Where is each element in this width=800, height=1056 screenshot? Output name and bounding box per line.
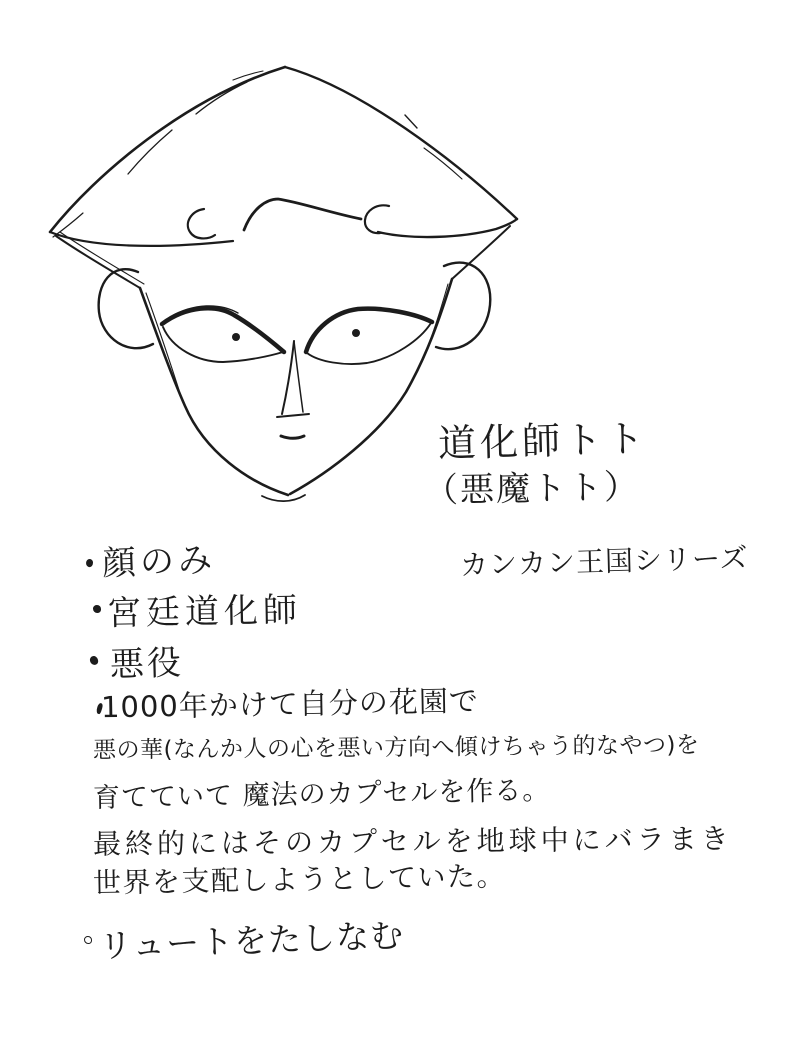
- note-lute: リュートをたしなむ: [98, 915, 405, 966]
- right-pupil: [352, 329, 360, 337]
- note-court-jester: 宮廷道化師: [106, 590, 303, 634]
- hair-fringe: [50, 199, 517, 246]
- note-backstory-line-2: 悪の華(なんか人の心を悪い方向へ傾けちゃう的なやつ)を: [92, 732, 700, 764]
- note-backstory-line-5: 世界を支配しようとしていた。: [92, 859, 507, 900]
- hair-silhouette: [50, 67, 517, 237]
- bullet-dot: [93, 605, 101, 613]
- left-temple-line: [56, 232, 144, 288]
- note-villain: 悪役: [109, 643, 185, 685]
- left-eye: [162, 306, 284, 362]
- note-face-only: 顔のみ: [101, 540, 217, 584]
- character-alt-name: （悪魔トト）: [423, 467, 641, 511]
- left-ear: [99, 269, 153, 348]
- note-backstory-line-3: 育てていて 魔法のカプセルを作る。: [92, 775, 551, 814]
- note-backstory-line-4: 最終的にはそのカプセルを地球中にバラまき: [92, 822, 733, 861]
- character-name: 道化師トト: [437, 416, 649, 466]
- right-eye: [306, 309, 432, 364]
- bullet-dot: [84, 936, 92, 944]
- note-backstory-line-1: 1000年かけて自分の花園で: [100, 683, 480, 725]
- series-name: カンカン王国シリーズ: [459, 541, 749, 582]
- mouth: [281, 436, 304, 438]
- left-pupil: [232, 333, 240, 341]
